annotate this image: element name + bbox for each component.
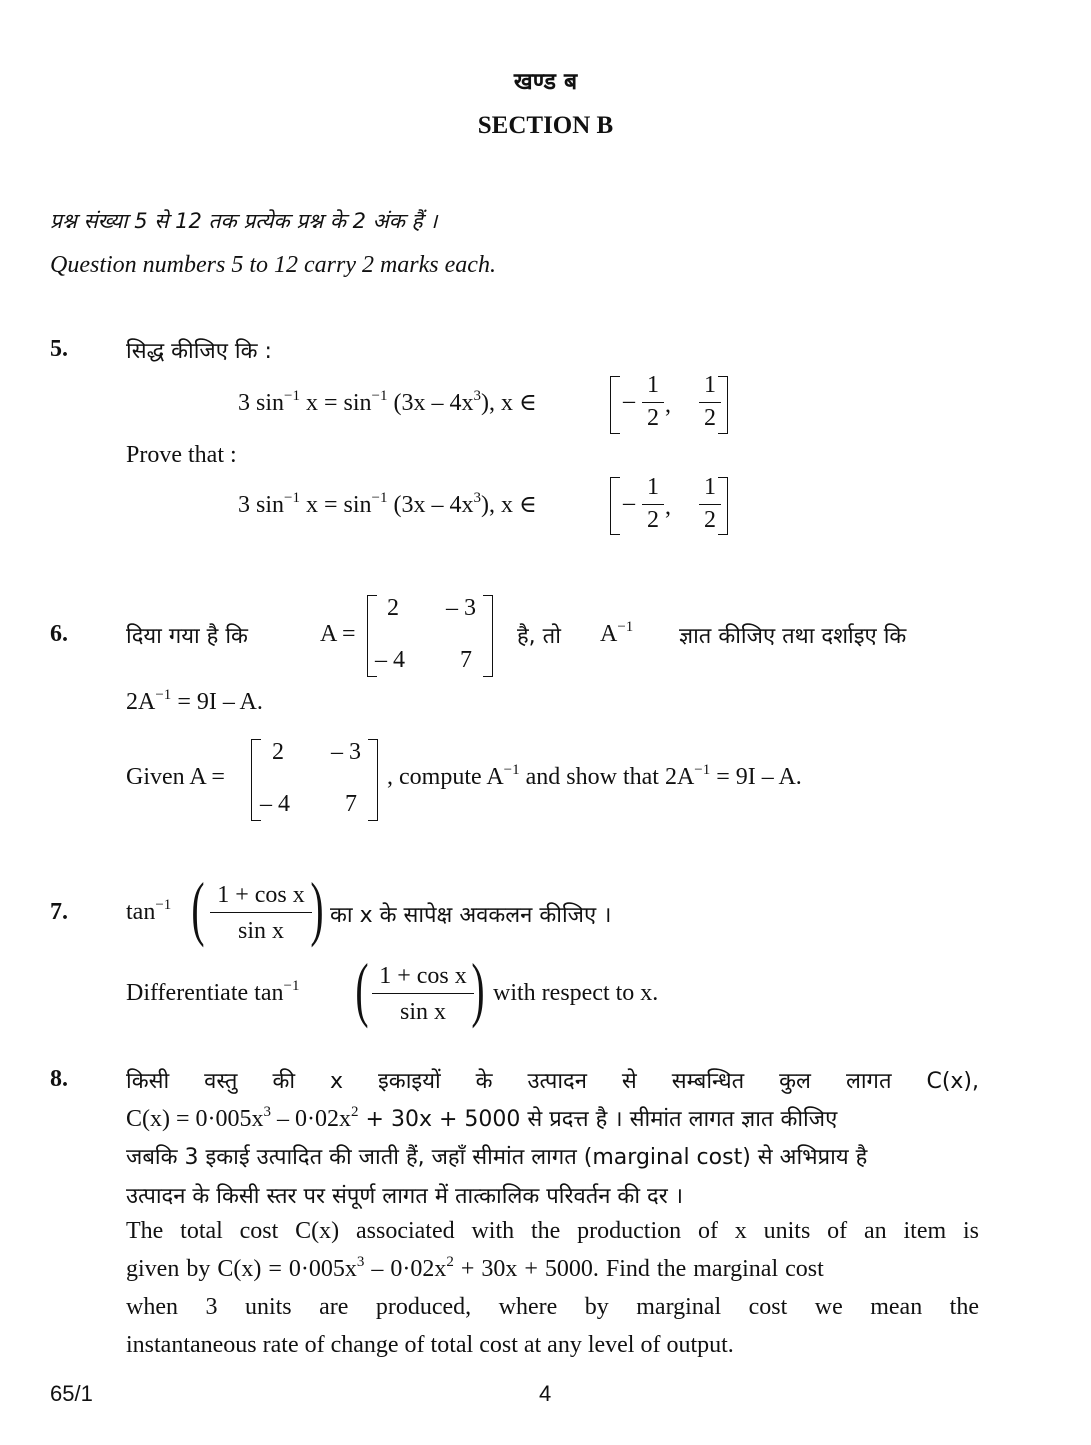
interval-right-bracket: [718, 477, 728, 535]
matrix-cell-12: – 3: [331, 739, 361, 765]
question-6-given: Given A =: [126, 764, 225, 790]
left-paren: (: [191, 868, 205, 948]
question-6-number: 6.: [50, 621, 68, 647]
matrix-cell-11: 2: [387, 595, 399, 621]
frac-num: 1: [647, 474, 659, 500]
paper-code: 65/1: [50, 1381, 93, 1406]
frac-den: 2: [647, 405, 659, 431]
question-8-english-line4: instantaneous rate of change of total cost at any level of output.: [126, 1332, 734, 1358]
matrix-cell-11: 2: [272, 739, 284, 765]
question-6-hindi-pre: दिया गया है कि: [126, 624, 248, 649]
matrix-cell-22: 7: [345, 791, 357, 817]
section-title-hindi: खण्ड ब: [513, 69, 578, 95]
page-number: 4: [539, 1381, 552, 1406]
question-8-english-line3: when 3 units are produced, where by marginal cost we mean the: [126, 1294, 979, 1320]
question-5-english: Prove that :: [126, 442, 237, 468]
matrix-cell-22: 7: [460, 647, 472, 673]
matrix-right-bracket: [483, 595, 493, 677]
section-title-english: SECTION B: [477, 112, 614, 139]
matrix-cell-12: – 3: [446, 595, 476, 621]
question-5-number: 5.: [50, 336, 68, 362]
matrix-cell-21: – 4: [375, 647, 405, 673]
frac-den: sin x: [399, 999, 446, 1025]
interval-minus: –: [623, 490, 635, 516]
matrix-cell-21: – 4: [260, 791, 290, 817]
question-6-hindi-line2: $2A^{-1} = 9I - A$.: [126, 687, 263, 715]
interval-minus: –: [623, 388, 635, 414]
question-7-english-post: with respect to x.: [493, 980, 659, 1006]
instruction-english: Question numbers 5 to 12 carry 2 marks each.: [50, 252, 496, 278]
question-7-hindi-post: का x के सापेक्ष अवकलन कीजिए ।: [330, 903, 612, 928]
question-6-english-tail: , compute $A^{-1}$ and show that $2A^{-1} = 9I - A$.: [387, 762, 802, 790]
frac-den: 2: [704, 507, 716, 533]
tan-inverse: $\tan^{-1}$: [126, 897, 172, 925]
question-6-hindi-post: ज्ञात कीजिए तथा दर्शाइए कि: [679, 624, 907, 649]
question-7-number: 7.: [50, 899, 68, 925]
question-5-equation-english: 3 $\sin^{-1} x = \sin^{-1} (3x - 4x^3)$, x ∈: [238, 490, 537, 518]
frac-num: 1: [704, 474, 716, 500]
frac-bar: [642, 504, 664, 505]
frac-bar: [210, 912, 312, 913]
question-8-hindi-line2: $C(x) = 0\cdot 005x^3 - 0\cdot 02x^2 + 30x + 5000$ से प्रदत्त है । सीमांत लागत ज्ञात कीजिए: [126, 1104, 838, 1132]
frac-den: 2: [647, 507, 659, 533]
interval-comma: ,: [665, 494, 671, 520]
frac-num: 1 + cos x: [379, 963, 467, 989]
frac-den: sin x: [237, 918, 284, 944]
question-8-number: 8.: [50, 1066, 68, 1092]
question-5-hindi: सिद्ध कीजिए कि :: [126, 339, 272, 364]
question-6-hindi-mid: है, तो: [517, 624, 561, 649]
interval-left-bracket: [610, 376, 620, 434]
instruction-hindi: प्रश्न संख्या 5 से 12 तक प्रत्येक प्रश्न के 2 अंक हैं ।: [50, 209, 438, 233]
frac-den: 2: [704, 405, 716, 431]
frac-num: 1 + cos x: [217, 882, 305, 908]
left-paren: (: [355, 949, 369, 1029]
question-8-hindi-line1: किसी वस्तु की x इकाइयों के उत्पादन से सम्बन्धित कुल लागत C(x),: [126, 1069, 979, 1094]
question-8-english-line2: given by $C(x) = 0\cdot 005x^3 - 0\cdot 02x^2 + 30x + 5000$. Find the marginal cost: [126, 1254, 824, 1282]
interval-left-bracket: [610, 477, 620, 535]
matrix-right-bracket: [368, 739, 378, 821]
matrix-a-label: A =: [320, 621, 356, 647]
frac-num: 1: [647, 372, 659, 398]
question-8-hindi-line4: उत्पादन के किसी स्तर पर संपूर्ण लागत में तात्कालिक परिवर्तन की दर ।: [126, 1184, 684, 1209]
question-7-english: Differentiate $\tan^{-1}$: [126, 978, 300, 1006]
frac-num: 1: [704, 372, 716, 398]
question-8-hindi-line3: जबकि 3 इकाई उत्पादित की जाती हैं, जहाँ सीमांत लागत (marginal cost) से अभिप्राय है: [126, 1145, 868, 1170]
a-inverse: $A^{-1}$: [600, 619, 634, 647]
frac-bar: [372, 993, 474, 994]
question-8-english-line1: The total cost C(x) associated with the production of x units of an item is: [126, 1218, 979, 1244]
question-5-equation-hindi: 3 $\sin^{-1} x = \sin^{-1} (3x - 4x^3)$, x ∈: [238, 388, 537, 416]
frac-bar: [642, 402, 664, 403]
right-paren: ): [471, 949, 485, 1029]
interval-comma: ,: [665, 392, 671, 418]
right-paren: ): [310, 868, 324, 948]
interval-right-bracket: [718, 376, 728, 434]
